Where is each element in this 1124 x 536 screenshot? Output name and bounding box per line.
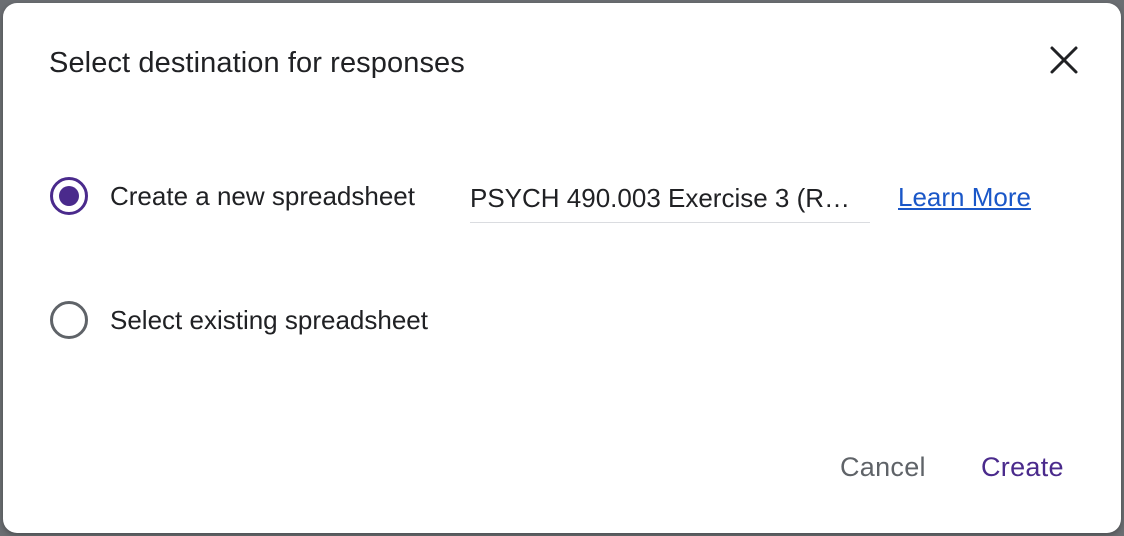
dialog-title: Select destination for responses bbox=[49, 47, 465, 79]
close-button[interactable] bbox=[1041, 37, 1087, 83]
spreadsheet-name-value: PSYCH 490.003 Exercise 3 (R… bbox=[470, 182, 851, 213]
destination-dialog bbox=[3, 3, 1121, 533]
radio-checked-icon bbox=[49, 176, 89, 216]
option-existing-spreadsheet[interactable] bbox=[49, 300, 428, 340]
radio-unchecked-icon bbox=[49, 300, 89, 340]
learn-more-link[interactable]: Learn More bbox=[898, 182, 1031, 212]
existing-spreadsheet-radio[interactable] bbox=[49, 300, 89, 340]
new-spreadsheet-label[interactable]: Create a new spreadsheet bbox=[110, 181, 415, 211]
create-button[interactable]: Create bbox=[981, 452, 1064, 482]
close-icon bbox=[1049, 45, 1079, 75]
cancel-button[interactable]: Cancel bbox=[840, 452, 926, 482]
new-spreadsheet-radio[interactable] bbox=[49, 176, 89, 216]
spreadsheet-name-input[interactable] bbox=[470, 174, 870, 223]
existing-spreadsheet-label[interactable]: Select existing spreadsheet bbox=[110, 305, 428, 335]
option-new-spreadsheet[interactable] bbox=[49, 176, 415, 216]
